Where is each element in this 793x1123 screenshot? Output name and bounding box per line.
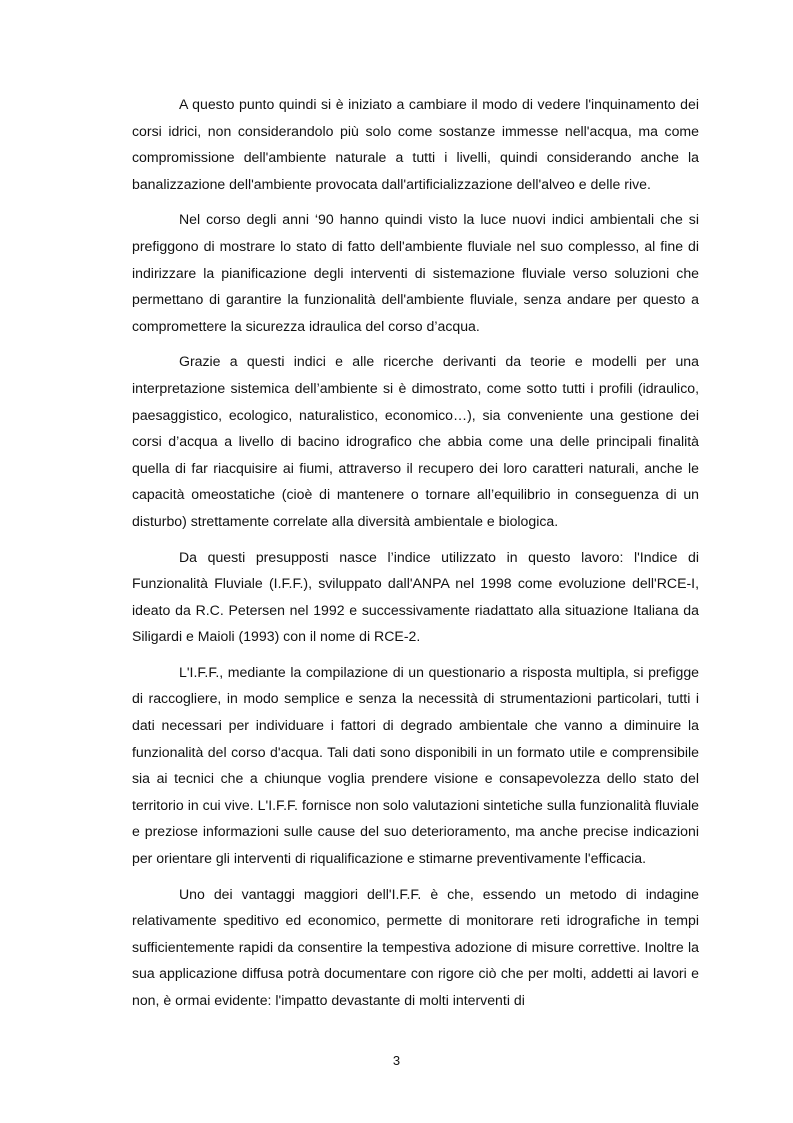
paragraph-2: Nel corso degli anni ‘90 hanno quindi visto la luce nuovi indici ambientali che si prefiggono di mostrare lo stato di fatto dell'ambiente fluviale nel suo complesso, al fine di indirizzare la pianificazione degli interventi di sistemazione fluviale verso soluzioni che permettano di garantire la funzionalità dell'ambiente fluviale, senza andare per questo a compromettere la sicurezza idraulica del corso d’acqua. (132, 211, 699, 334)
paragraph-5: L'I.F.F., mediante la compilazione di un questionario a risposta multipla, si prefigge di raccogliere, in modo semplice e senza la necessità di strumentazioni particolari, tutti i dati necessari per individuare i fattori di degrado ambientale che vanno a diminuire la funzionalità del corso d'acqua. Tali dati sono disponibili in un formato utile e comprensibile sia ai tecnici che a chiunque voglia prendere visione e consapevolezza dello stato del territorio in cui vive. L'I.F.F. fornisce non solo valutazioni sintetiche sulla funzionalità fluviale e preziose informazioni sulle cause del suo deterioramento, ma anche precise indicazioni per orientare gli interventi di riqualificazione e stimarne preventivamente l'efficacia. (132, 663, 699, 867)
paragraph-1: A questo punto quindi si è iniziato a cambiare il modo di vedere l'inquinamento dei corsi idrici, non considerandolo più solo come sostanze immesse nell'acqua, ma come compromissione dell'ambiente naturale a tutti i livelli, quindi considerando anche la banalizzazione dell'ambiente provocata dall'artificializzazione dell'alveo e delle rive. (132, 96, 699, 192)
paragraph-6: Uno dei vantaggi maggiori dell'I.F.F. è che, essendo un metodo di indagine relativamente speditivo ed economico, permette di monitorare reti idrografiche in tempi sufficientemente rapidi da consentire la tempestiva adozione di misure correttive. Inoltre la sua applicazione diffusa potrà documentare con rigore ciò che per molti, addetti ai lavori e non, è ormai evidente: l'impatto devastante di molti interventi di (132, 885, 699, 1008)
page-number: 3 (392, 1053, 401, 1068)
paragraph-4: Da questi presupposti nasce l’indice utilizzato in questo lavoro: l'Indice di Funzionalità Fluviale (I.F.F.), sviluppato dall'ANPA nel 1998 come evoluzione dell'RCE-I, ideato da R.C. Petersen nel 1992 e successivamente riadattato alla situazione Italiana da Siligardi e Maioli (1993) con il nome di RCE-2. (132, 548, 699, 645)
paragraph-3: Grazie a questi indici e alle ricerche derivanti da teorie e modelli per una interpretazione sistemica dell’ambiente si è dimostrato, come sotto tutti i profili (idraulico, paesaggistico, ecologico, naturalistico, economico…), sia conveniente una gestione dei corsi d’acqua a livello di bacino idrografico che abbia come una delle principali finalità quella di far riacquisire ai fiumi, attraverso il recupero dei loro caratteri naturali, anche le capacità omeostatiche (cioè di mantenere o tornare all’equilibrio in conseguenza di un disturbo) strettamente correlate alla diversità ambientale e biologica. (132, 353, 699, 529)
body-text (132, 91, 699, 1023)
